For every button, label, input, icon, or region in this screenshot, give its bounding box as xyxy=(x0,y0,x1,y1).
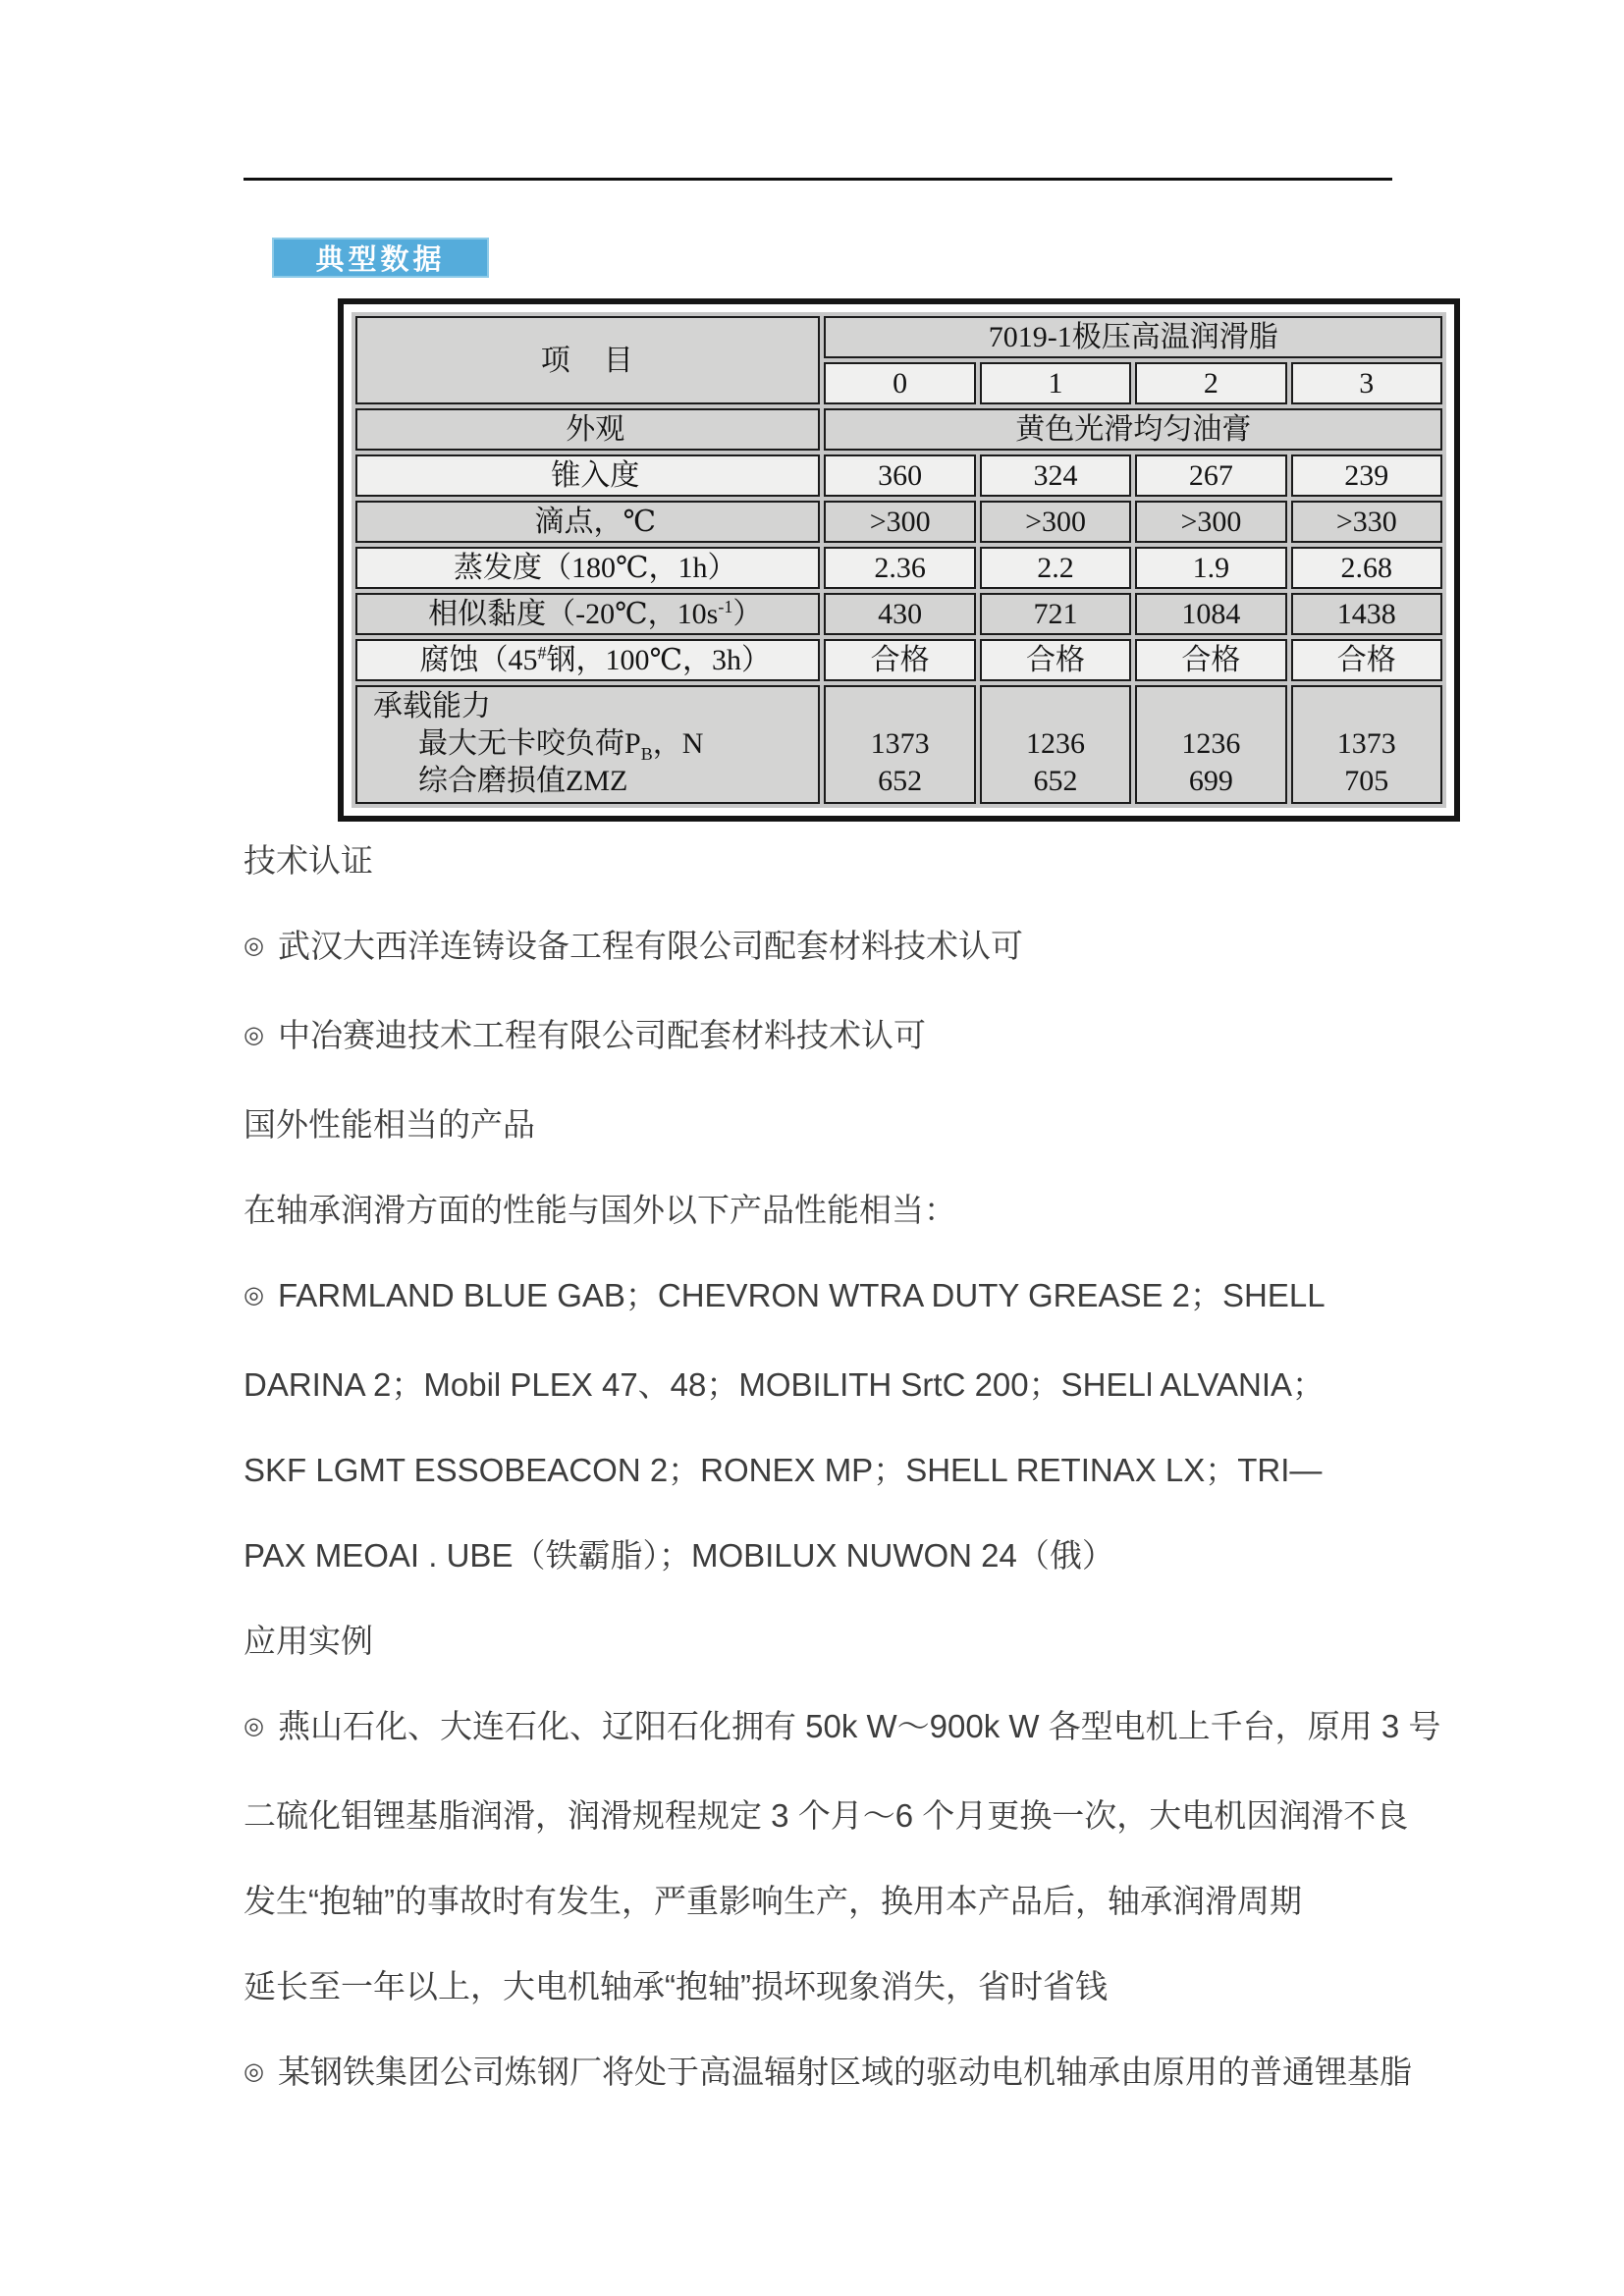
value-cell: 267 xyxy=(1135,454,1286,497)
load-capacity-label: 承载能力 最大无卡咬负荷$P_B$，N 综合磨损值ZMZ xyxy=(355,685,820,804)
value-cell: 721 xyxy=(980,593,1131,635)
value-cell: >330 xyxy=(1291,501,1442,543)
row-label: 外观 xyxy=(355,408,820,451)
body-text xyxy=(244,842,1441,2145)
value-cell: 1236 699 xyxy=(1135,685,1286,804)
row-label: 相似黏度（-20℃，$10s^{-1}$） xyxy=(355,593,820,635)
grade-header-cell: 2 xyxy=(1135,362,1286,404)
grade-header-cell: 1 xyxy=(980,362,1131,404)
value-cell: 360 xyxy=(824,454,975,497)
appearance-row xyxy=(355,408,1442,451)
bullet-icon: ◎ xyxy=(244,1022,264,1048)
bullet-icon: ◎ xyxy=(244,2058,264,2085)
paragraph: ◎ FARMLAND BLUE GAB；CHEVRON WTRA DUTY GREASE 2；SHELL xyxy=(244,1277,1326,1313)
value-cell: 1373 652 xyxy=(824,685,975,804)
typical-data-table-frame xyxy=(338,298,1460,822)
bullet-icon: ◎ xyxy=(244,1713,264,1739)
section-badge-label: 典型数据 xyxy=(315,244,446,276)
paragraph: ◎ 某钢铁集团公司炼钢厂将处于高温辐射区域的驱动电机轴承由原用的普通锂基脂 xyxy=(244,2054,1412,2090)
typical-data-table xyxy=(352,312,1446,808)
table-header-row-1 xyxy=(355,316,1442,358)
paragraph: PAX MEOAI . UBE（铁霸脂）；MOBILUX NUWON 24（俄） xyxy=(244,1537,1114,1574)
value-cell: 324 xyxy=(980,454,1131,497)
section-heading: 国外性能相当的产品 xyxy=(244,1106,535,1143)
paragraph: ◎ 中冶赛迪技术工程有限公司配套材料技术认可 xyxy=(244,1017,926,1053)
paragraph: ◎ 燕山石化、大连石化、辽阳石化拥有 50k W～900k W 各型电机上千台，原用 3 号 xyxy=(244,1708,1441,1744)
paragraph: 在轴承润滑方面的性能与国外以下产品性能相当： xyxy=(244,1192,956,1228)
row-label: 滴点，℃ xyxy=(355,501,820,543)
value-cell: 合格 xyxy=(1291,639,1442,681)
top-rule xyxy=(244,178,1392,181)
value-cell: 2.68 xyxy=(1291,547,1442,589)
item-header-cell: 项 目 xyxy=(355,316,820,404)
paragraph: 发生“抱轴”的事故时有发生，严重影响生产，换用本产品后，轴承润滑周期 xyxy=(244,1883,1302,1919)
paragraph: ◎ 武汉大西洋连铸设备工程有限公司配套材料技术认可 xyxy=(244,928,1023,964)
value-cell: 1.9 xyxy=(1135,547,1286,589)
row-label: 腐蚀（45#钢，100℃，3h） xyxy=(355,639,820,681)
value-cell: 430 xyxy=(824,593,975,635)
value-cell: 2.36 xyxy=(824,547,975,589)
section-badge xyxy=(272,238,489,278)
value-cell: 2.2 xyxy=(980,547,1131,589)
value-cell: >300 xyxy=(980,501,1131,543)
value-cell: 1438 xyxy=(1291,593,1442,635)
row-label: 蒸发度（180℃，1h） xyxy=(355,547,820,589)
value-cell: 合格 xyxy=(980,639,1131,681)
load-capacity-row xyxy=(355,685,1442,804)
table-row xyxy=(355,501,1442,543)
value-cell: 239 xyxy=(1291,454,1442,497)
grade-header-cell: 3 xyxy=(1291,362,1442,404)
bullet-icon: ◎ xyxy=(244,1282,264,1308)
value-cell: 1236 652 xyxy=(980,685,1131,804)
row-label: 锥入度 xyxy=(355,454,820,497)
product-header-cell: 7019-1极压高温润滑脂 xyxy=(824,316,1442,358)
value-cell: >300 xyxy=(824,501,975,543)
value-cell: 1084 xyxy=(1135,593,1286,635)
bullet-icon: ◎ xyxy=(244,933,264,959)
value-cell: 合格 xyxy=(824,639,975,681)
table-row xyxy=(355,454,1442,497)
paragraph: DARINA 2；Mobil PLEX 47、48；MOBILITH SrtC 200；SHELl ALVANIA； xyxy=(244,1366,1326,1403)
grade-header-cell: 0 xyxy=(824,362,975,404)
value-cell: >300 xyxy=(1135,501,1286,543)
table-row xyxy=(355,547,1442,589)
section-heading: 技术认证 xyxy=(244,842,373,879)
paragraph: 延长至一年以上，大电机轴承“抱轴”损坏现象消失，省时省钱 xyxy=(244,1968,1108,2004)
section-heading: 应用实例 xyxy=(244,1623,373,1659)
appearance-value: 黄色光滑均匀油膏 xyxy=(824,408,1442,451)
paragraph: SKF LGMT ESSOBEACON 2；RONEX MP；SHELL RETINAX LX；TRI— xyxy=(244,1452,1323,1488)
value-cell: 合格 xyxy=(1135,639,1286,681)
table-row xyxy=(355,593,1442,635)
value-cell: 1373 705 xyxy=(1291,685,1442,804)
paragraph: 二硫化钼锂基脂润滑，润滑规程规定 3 个月～6 个月更换一次，大电机因润滑不良 xyxy=(244,1797,1409,1834)
table-row xyxy=(355,639,1442,681)
